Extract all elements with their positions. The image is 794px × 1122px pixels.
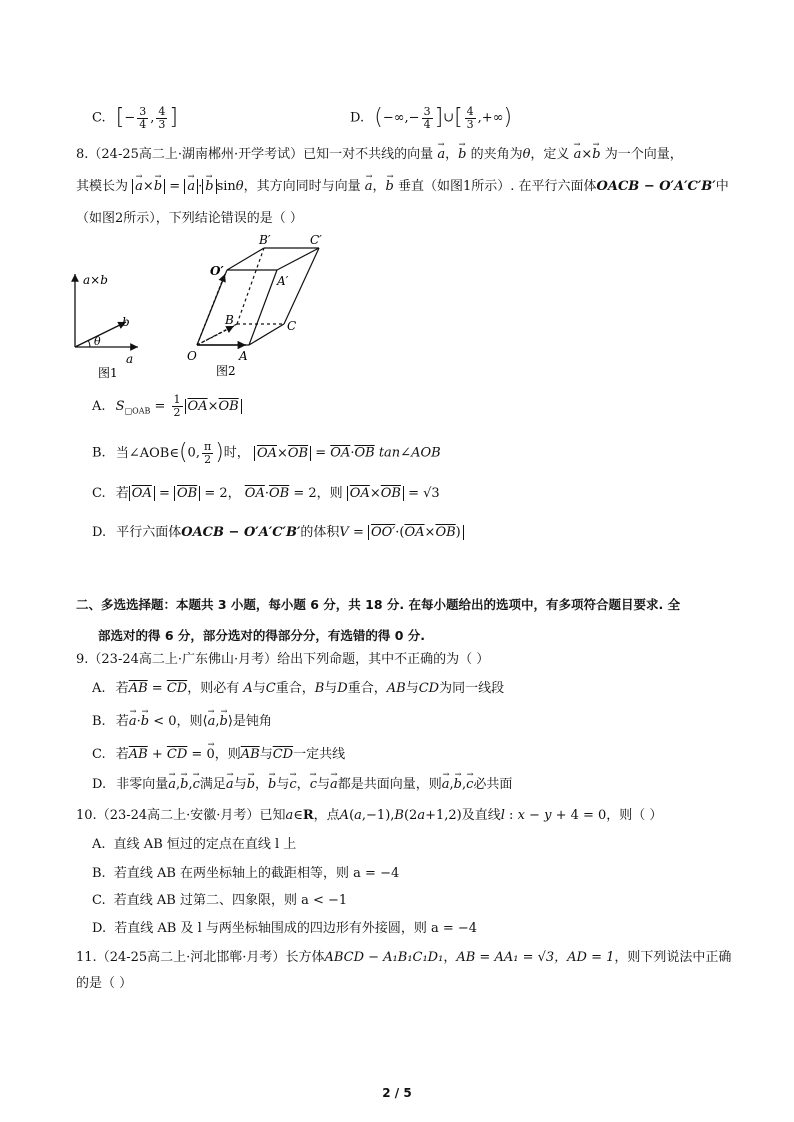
q10-option-c: C. 若直线 AB 过第二、四象限，则 a < −1 — [92, 893, 348, 908]
svg-text:C′: C′ — [310, 233, 322, 247]
q9-option-d: D. 非零向量→ a,→ b,→ c满足→ a与→ b，→ b与→ c，→ c与→ a都是共面向量，则→ a,→ b,→ c必共面 — [92, 775, 512, 795]
q11-stem-line2: 的是（ ） — [76, 976, 133, 991]
svg-text:B: B — [225, 313, 234, 327]
section-2-heading-cont: 部选对的得 6 分，部分选对的得部分分，有选错的得 0 分. — [98, 628, 426, 643]
q9-option-c: C. 若$\overline{AB} + \overline{CD}$ = → 0，则$\overline{AB}$与$\overline{CD}$一定共线 — [92, 745, 345, 765]
q10-option-b: B. 若直线 AB 在两坐标轴上的截距相等，则 a = −4 — [92, 866, 400, 881]
q8-option-b: B. 当∠AOB∈(0, $\frac{\pi}{2}$ )时， $\overline{OA}\times\overline{OB} = \overline{OA}\cdot\overline{OB}$ tan∠AOB — [92, 439, 441, 466]
q9-stem: 9.（23-24高二上·广东佛山·月考）给出下列命题，其中不正确的为（ ） — [76, 652, 490, 667]
q8-option-c: C. 若 $\overline{OA} = \overline{OB} = 2$， $\overline{OA}\cdot\overline{OB} = 2$，则 $\overline{OA}\times\overline{OB} = √3$ — [92, 486, 440, 501]
q8-stem-line1: 8.（24-25高二上·湖南郴州·开学考试）已知一对不共线的向量 → a，→ b 的夹角为θ，定义 → a×→ b 为一个向量， — [76, 145, 683, 165]
figure-2 — [182, 232, 332, 380]
figure-1 — [66, 262, 156, 380]
svg-text:C: C — [287, 319, 297, 333]
q8-option-a: A. $S_{□OAB}$ = $\frac{1}{2}$ $\overline{OA}\times\overline{OB}$ — [92, 392, 242, 422]
q7-option-d: D. (−∞,− $\frac{3}{4}$ ]∪[ $\frac{4}{3}$ ,+∞) — [350, 104, 513, 131]
q11-stem-line1: 11.（24-25高二上·河北邯郸·月考）长方体ABCD − A₁B₁C₁D₁，AB = AA₁ = √3，AD = 1，则下列说法中正确 — [76, 950, 732, 965]
svg-text:B′: B′ — [259, 233, 271, 247]
q8-stem-line3: （如图2所示），下列结论错误的是（ ） — [76, 211, 303, 226]
svg-text:a×b: a×b — [83, 273, 108, 287]
q10-option-a: A. 直线 AB 恒过的定点在直线 l 上 — [92, 837, 297, 852]
page-number: 2 / 5 — [382, 1086, 412, 1100]
q9-option-a: A. 若$\overline{AB} = \overline{CD}$，则必有 A与C重合，B与D重合，AB与CD为同一线段 — [92, 681, 505, 696]
figure-1-caption: 图1 — [98, 366, 118, 380]
q10-option-d: D. 若直线 AB 及 l 与两坐标轴围成的四边形有外接圆，则 a = −4 — [92, 921, 478, 936]
svg-text:A: A — [239, 349, 248, 363]
svg-text:A′: A′ — [277, 274, 289, 288]
section-2-heading: 二、多选选择题：本题共 3 小题，每小题 6 分，共 18 分. 在每小题给出的选项中，有多项符合题目要求. 全 — [76, 597, 681, 612]
svg-text:b: b — [122, 315, 130, 329]
svg-text:a: a — [126, 352, 134, 366]
q8-stem-line2: 其模长为 → a×→ b = → a · → b sinθ，其方向同时与向量 → a，→ b 垂直（如图1所示）. 在平行六面体OACB − O′A′C′B′中 — [76, 177, 729, 197]
svg-text:O′: O′ — [210, 264, 224, 278]
q10-stem: 10.（23-24高二上·安徽·月考）已知a∈R，点A(a,−1),B(2a+1,2)及直线l : x − y + 4 = 0，则（ ） — [76, 808, 663, 823]
q7-option-c: C. [− $\frac{3}{4}$ , $\frac{4}{3}$ ] — [92, 104, 178, 131]
q9-option-b: B. 若→ a·→ b < 0，则⟨→ a,→ b⟩是钝角 — [92, 712, 272, 732]
option-label: C. — [92, 110, 106, 126]
svg-text:θ: θ — [94, 335, 101, 348]
option-label: D. — [350, 110, 365, 126]
q8-option-d: D. 平行六面体OACB − O′A′C′B′的体积$V = OO'\cdot(\overline{OA}\times\overline{OB})$ — [92, 523, 464, 543]
figure-2-caption: 图2 — [216, 364, 236, 378]
svg-text:O: O — [187, 349, 197, 363]
